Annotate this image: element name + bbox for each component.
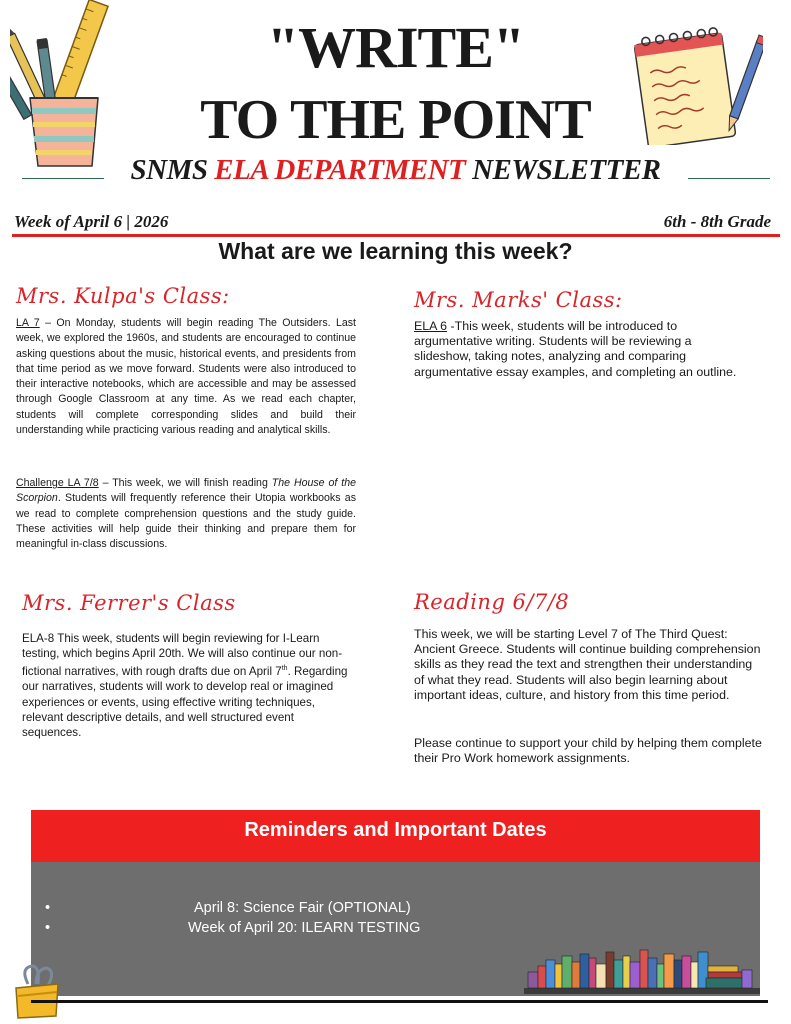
reading-title: Reading 6/7/8 [414, 590, 570, 614]
grade-range: 6th - 8th Grade [663, 212, 771, 231]
marks-ela6-paragraph [414, 319, 744, 380]
book-stack-icon [524, 944, 760, 996]
title-line-1: "WRITE" [266, 15, 525, 80]
red-divider [12, 234, 780, 237]
subtitle-suffix: NEWSLETTER [472, 154, 661, 186]
reading-paragraph-2: Please continue to support your child by helping them complete their Pro Work homework assignments. [414, 736, 762, 766]
ferrer-paragraph [22, 631, 352, 740]
subtitle-prefix: SNMS [130, 154, 208, 186]
challenge-text-b: . Students will frequently reference their Utopia workbooks as we read to complete comprehension questions and the study guide. These activities will help guide their thinking and prepare them for meaningful in-class discussions. [16, 492, 356, 551]
la7-label: LA 7 [16, 317, 40, 329]
divider-right [688, 178, 770, 179]
week-date: Week of April 6 | 2026 [14, 212, 169, 231]
la7-text: – On Monday, students will begin reading The Outsiders. Last week, we explored the 1960s, and students are encouraged to continue asking questions about the music, historical events, and presidents from that time period as we move forward. Students were also introduced to their interactive notebooks, which are accessible and may be assessed through Google Classroom at any time. As we read each chapter, students will complete corresponding slides and build their understanding while practicing various reading and analytical skills. [16, 317, 356, 437]
subtitle-highlight: ELA DEPARTMENT [214, 154, 466, 186]
binder-clip-icon [10, 962, 64, 1022]
challenge-text-a: – This week, we will finish reading [98, 477, 272, 489]
ferrer-class-title: Mrs. Ferrer's Class [22, 591, 236, 615]
challenge-label: Challenge LA 7/8 [16, 477, 99, 489]
ferrer-sup: th [281, 665, 288, 673]
ela6-text: -This week, students will be introduced to argumentative writing. Students will be reviewing a slideshow, taking notes, analyzing and comparing argumentative essay examples, and completing an outline. [414, 319, 737, 379]
marks-class-title: Mrs. Marks' Class: [414, 288, 623, 312]
title-line-2: TO THE POINT [200, 89, 591, 151]
reminder-item-1: April 8: Science Fair (OPTIONAL) [194, 900, 411, 916]
subtitle [0, 154, 791, 187]
kulpa-la7-paragraph [16, 316, 356, 438]
kulpa-challenge-paragraph [16, 476, 356, 552]
ferrer-text-a: ELA-8 This week, students will begin reviewing for I-Learn testing, which begins April 20th. We will also continue our non-fictional narratives, with rough drafts due on April 7 [22, 632, 343, 679]
reminder-bullet-1: • [45, 900, 51, 916]
ferrer-text-b: . Regarding our narratives, students will work to develop real or imagined experiences or events, using effective writing techniques, relevant descriptive details, and well structured event sequences. [22, 665, 348, 740]
section-heading: What are we learning this week? [218, 238, 573, 264]
bottom-rule [31, 1000, 768, 1003]
reading-paragraph-1: This week, we will be starting Level 7 of The Third Quest: Ancient Greece. Students will continue building comprehension skills as they read the text and strengthen their understanding of what they read. Students will also begin learning about important ideas, culture, and history from this time period. [414, 627, 761, 702]
divider-left [22, 178, 104, 179]
reminder-bullet-2: • [45, 920, 51, 936]
kulpa-class-title: Mrs. Kulpa's Class: [16, 284, 230, 308]
ela6-label: ELA 6 [414, 319, 448, 333]
challenge-book-title: The House of the Scorpion [16, 477, 356, 505]
reminder-item-2: Week of April 20: ILEARN TESTING [188, 920, 421, 936]
reminders-banner: Reminders and Important Dates [31, 810, 760, 862]
